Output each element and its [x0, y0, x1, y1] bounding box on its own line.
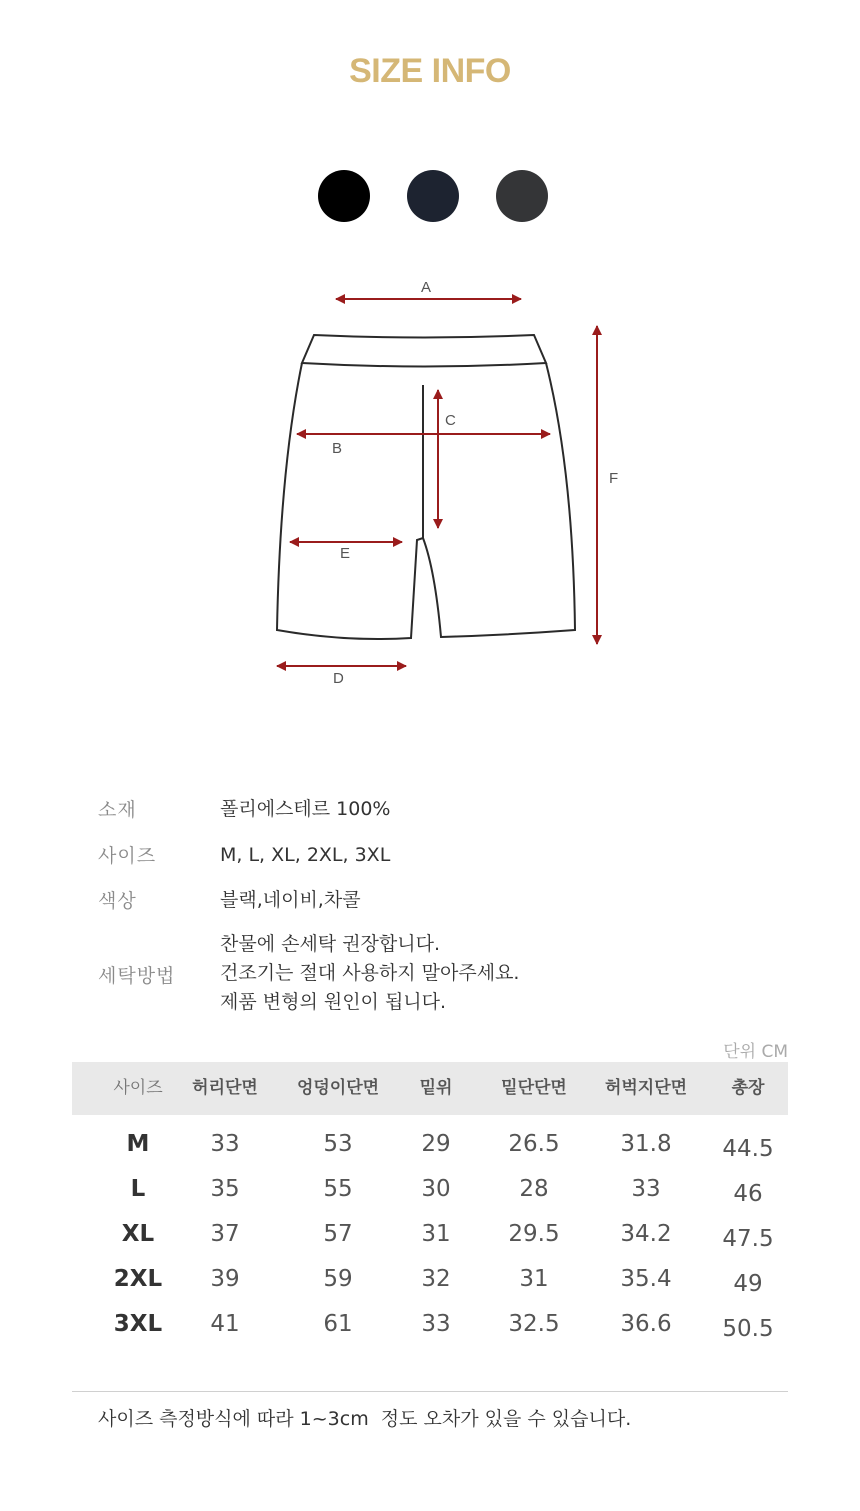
table-row-size: M — [126, 1131, 150, 1157]
color-swatch-navy — [407, 170, 459, 222]
color-swatch-charcoal — [496, 170, 548, 222]
table-cell: 33 — [631, 1176, 661, 1202]
shorts-outline — [277, 335, 575, 639]
table-cell: 33 — [210, 1131, 240, 1157]
table-row-size: XL — [121, 1221, 155, 1247]
shorts-measurement-diagram — [260, 270, 640, 690]
table-cell: 59 — [323, 1266, 353, 1292]
table-cell: 50.5 — [722, 1316, 774, 1342]
label-f: F — [609, 470, 619, 487]
table-cell: 46 — [733, 1181, 763, 1207]
table-cell: 39 — [210, 1266, 240, 1292]
label-d: D — [333, 670, 344, 687]
info-label: 세탁방법 — [98, 965, 176, 987]
table-cell: 53 — [323, 1131, 353, 1157]
table-cell: 36.6 — [620, 1311, 672, 1337]
info-value: 블랙,네이비,차콜 — [220, 889, 361, 911]
size-table-header — [72, 1062, 788, 1115]
table-cell: 29 — [421, 1131, 451, 1157]
info-label: 색상 — [98, 890, 137, 912]
unit-label: 단위 CM — [723, 1042, 788, 1062]
table-cell: 30 — [421, 1176, 451, 1202]
table-cell: 55 — [323, 1176, 353, 1202]
table-header-cell: 밑단단면 — [501, 1078, 567, 1098]
table-cell: 49 — [733, 1271, 763, 1297]
table-cell: 31.8 — [620, 1131, 672, 1157]
table-cell: 26.5 — [508, 1131, 560, 1157]
table-cell: 31 — [421, 1221, 451, 1247]
table-header-cell: 허리단면 — [192, 1078, 258, 1098]
table-cell: 33 — [421, 1311, 451, 1337]
info-value: 폴리에스테르 100% — [220, 798, 391, 820]
info-label: 사이즈 — [98, 845, 157, 867]
table-header-cell: 사이즈 — [113, 1078, 163, 1098]
table-cell: 29.5 — [508, 1221, 560, 1247]
table-row-size: L — [130, 1176, 146, 1202]
label-a: A — [421, 279, 432, 296]
table-cell: 28 — [519, 1176, 549, 1202]
table-header-cell: 총장 — [731, 1078, 765, 1098]
divider — [72, 1391, 788, 1392]
label-b: B — [332, 440, 343, 457]
table-header-cell: 엉덩이단면 — [296, 1078, 380, 1098]
color-swatch-black — [318, 170, 370, 222]
table-cell: 37 — [210, 1221, 240, 1247]
table-cell: 35 — [210, 1176, 240, 1202]
table-cell: 31 — [519, 1266, 549, 1292]
info-value: 찬물에 손세탁 권장합니다. 건조기는 절대 사용하지 말아주세요. 제품 변형의 원인이 됩니다. — [220, 933, 520, 1013]
table-header-cell: 밑위 — [419, 1078, 453, 1098]
page-title: SIZE INFO — [349, 52, 511, 90]
table-cell: 47.5 — [722, 1226, 774, 1252]
label-e: E — [340, 545, 351, 562]
info-value: M, L, XL, 2XL, 3XL — [220, 844, 391, 866]
info-label: 소재 — [98, 799, 137, 821]
table-row-size: 3XL — [113, 1311, 163, 1337]
table-cell: 34.2 — [620, 1221, 672, 1247]
table-cell: 35.4 — [620, 1266, 672, 1292]
label-c: C — [445, 412, 456, 429]
table-cell: 57 — [323, 1221, 353, 1247]
table-cell: 32.5 — [508, 1311, 560, 1337]
table-cell: 41 — [210, 1311, 240, 1337]
table-cell: 61 — [323, 1311, 353, 1337]
footnote: 사이즈 측정방식에 따라 1~3cm 정도 오차가 있을 수 있습니다. — [98, 1408, 632, 1430]
table-row-size: 2XL — [113, 1266, 163, 1292]
table-cell: 44.5 — [722, 1136, 774, 1162]
table-cell: 32 — [421, 1266, 451, 1292]
table-header-cell: 허벅지단면 — [604, 1078, 688, 1098]
